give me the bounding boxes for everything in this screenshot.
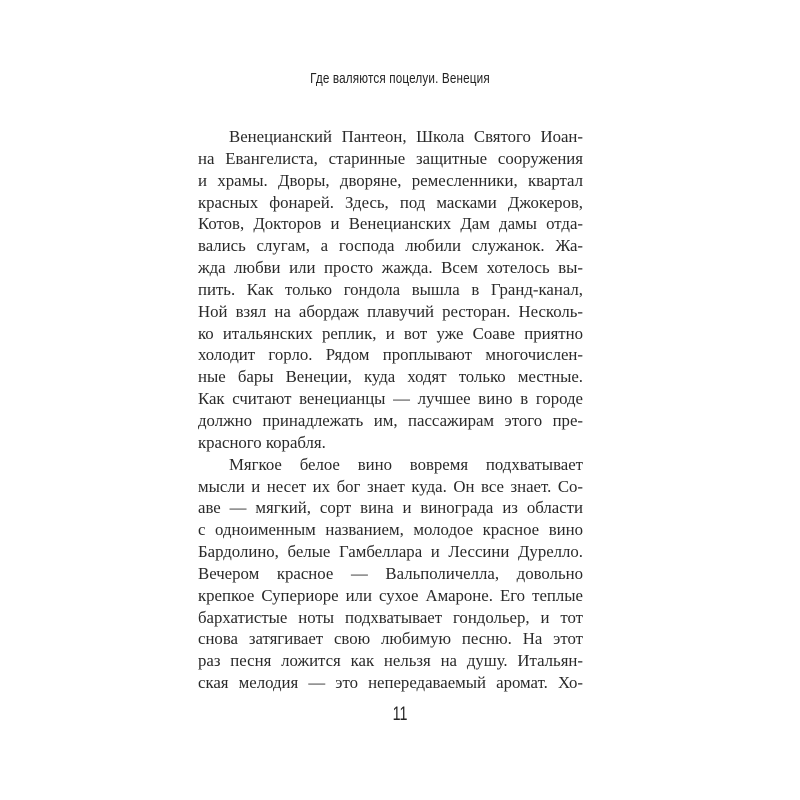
text-line: мысли и несет их бог знает куда. Он все знает. Со-	[198, 476, 583, 496]
running-header: Где валяются поцелуи. Венеция	[310, 70, 490, 87]
text-line: на Евангелиста, старинные защитные сооружения	[198, 148, 583, 168]
text-line: красного корабля.	[198, 432, 326, 452]
paragraph	[198, 126, 583, 454]
text-line: снова затягивает свою любимую песню. На этот	[198, 629, 583, 649]
text-line: Котов, Докторов и Венецианских Дам дамы отда-	[198, 214, 583, 234]
text-line: холодит горло. Рядом проплывают многочислен-	[198, 345, 583, 365]
text-line: аве — мягкий, сорт вина и винограда из области	[198, 498, 583, 518]
text-line: раз песня ложится как нельзя на душу. Итальян-	[198, 651, 583, 671]
text-line: вались слугам, а господа любили служанок. Жа-	[198, 236, 583, 256]
text-line: Вечером красное — Вальполичелла, довольно	[198, 563, 583, 583]
body-text	[198, 126, 583, 694]
text-line: должно принадлежать им, пассажирам этого пре-	[198, 410, 583, 430]
page-number: 11	[392, 704, 408, 725]
text-line: с одноименным названием, молодое красное вино	[198, 520, 583, 540]
text-line: ко итальянских реплик, и вот уже Соаве приятно	[198, 323, 583, 343]
text-line: Ной взял на абордаж плавучий ресторан. Несколь-	[198, 301, 583, 321]
text-line: Мягкое белое вино вовремя подхватывает	[229, 454, 583, 474]
text-line: и храмы. Дворы, дворяне, ремесленники, квартал	[198, 170, 583, 190]
text-line: крепкое Супериоре или сухое Амароне. Его теплые	[198, 585, 583, 605]
paragraph	[198, 454, 583, 694]
text-line: бархатистые ноты подхватывает гондольер, и тот	[198, 607, 583, 627]
text-line: ные бары Венеции, куда ходят только местные.	[198, 367, 583, 387]
text-line: Как считают венецианцы — лучшее вино в городе	[198, 389, 583, 409]
text-line: Бардолино, белые Гамбеллара и Лессини Дурелло.	[198, 542, 583, 562]
text-line: красных фонарей. Здесь, под масками Джокеров,	[198, 192, 583, 212]
text-line: ская мелодия — это непередаваемый аромат. Хо-	[198, 673, 583, 693]
text-line: жда любви или просто жажда. Всем хотелось вы-	[198, 258, 583, 278]
text-line: пить. Как только гондола вышла в Гранд-канал,	[198, 279, 583, 299]
text-line: Венецианский Пантеон, Школа Святого Иоан-	[229, 127, 583, 146]
